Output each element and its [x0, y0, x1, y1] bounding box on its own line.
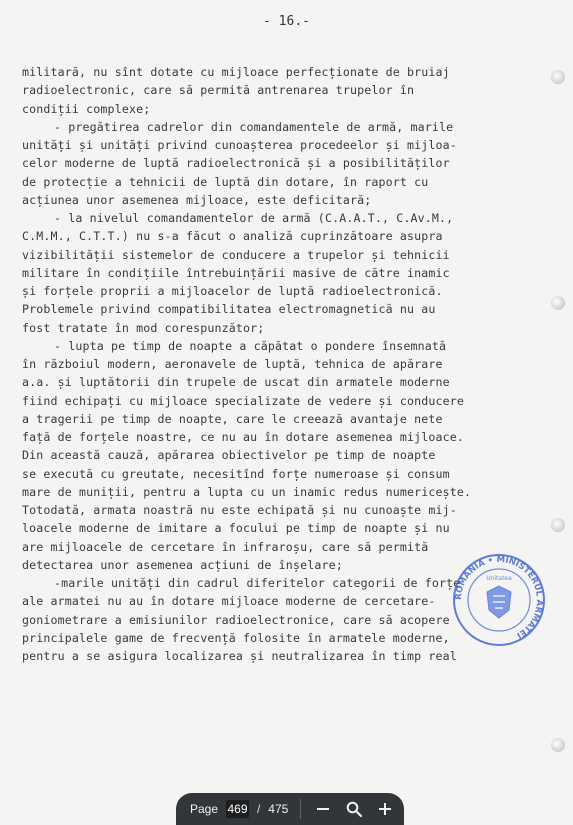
text-line: a tragerii pe timp de noapte, care le creează avantaje nete	[22, 411, 443, 426]
stamp-emblem	[487, 586, 511, 618]
text-line: de protecție a tehnicii de luptă din dotare, în raport cu	[22, 174, 429, 189]
text-line: C.M.M., C.T.T.) nu s-a făcut o analiză cuprinzătoare asupra	[22, 229, 443, 244]
text-line: mare de muniții, pentru a lupta cu un inamic redus numericește.	[22, 484, 472, 499]
magnifier-icon	[346, 801, 362, 817]
stamp-outer-text: ROMÂNIA • MINISTERUL ARMATEI	[453, 554, 545, 641]
text-line: vizibilității sistemelor de conducere a trupelor și tehnicii	[22, 247, 450, 262]
text-line: militare în condițiile întrebuințării masive de către inamic	[22, 265, 450, 280]
text-line: - pregătirea cadrelor din comandamentele de armă, marile	[54, 119, 454, 134]
punch-hole	[551, 70, 565, 84]
punch-hole	[551, 296, 565, 310]
total-pages: 475	[268, 802, 289, 816]
page-number: - 16.-	[263, 14, 310, 29]
text-line: loacele moderne de imitare a focului pe timp de noapte și nu	[22, 521, 450, 536]
text-line: în războiul modern, aeronavele de luptă, tehnica de apărare	[22, 357, 443, 371]
pdf-toolbar	[176, 793, 404, 825]
text-line: principalele game de frecvență folosite în armatele moderne,	[22, 630, 450, 645]
text-line: militară, nu sînt dotate cu mijloace perfecționate de bruiaj	[22, 65, 450, 79]
text-line: fiind echipați cu mijloace specializate de vedere și conducere	[22, 393, 465, 408]
page-label: Page	[190, 802, 219, 816]
text-line: - la nivelul comandamentelor de armă (C.A.A.T., C.Av.M.,	[54, 211, 454, 225]
text-line: față de forțele noastre, ce nu au în dotare asemenea mijloace.	[22, 430, 465, 444]
text-line: ale armatei nu au în dotare mijloace moderne de cercetare-	[22, 594, 436, 609]
punch-hole	[551, 518, 565, 532]
text-line: -marile unități din cadrul diferitelor categorii de forțe	[54, 576, 461, 590]
text-line: a.a. și luptătorii din trupele de uscat din armatele moderne	[22, 375, 450, 390]
plus-icon	[378, 802, 392, 816]
text-line: detectarea unor asemenea acțiuni de înșelare;	[22, 557, 343, 572]
zoom-in-button[interactable]	[373, 796, 396, 822]
text-line: Din această cauză, apărarea obiectivelor pe timp de noapte	[22, 448, 436, 463]
official-stamp	[451, 552, 547, 648]
text-line: unități și unități privind cunoașterea procedeelor și mijloa-	[22, 138, 457, 152]
text-line: și forțele proprii a mijloacelor de luptă radioelectronică.	[22, 284, 443, 298]
zoom-button[interactable]	[342, 796, 365, 822]
text-line: fost tratate în mod corespunzător;	[22, 320, 265, 335]
text-line: are mijloacele de cercetare în infraroșu, care să permită	[22, 539, 429, 554]
punch-hole	[551, 738, 565, 752]
text-line: radioelectronic, care să permită antrenarea trupelor în	[22, 83, 415, 98]
text-line: goniometrare a emisiunilor radioelectronice, care să acopere	[22, 612, 450, 627]
current-page-input[interactable]: 469	[227, 802, 248, 816]
stamp-inner-text: Unitatea	[486, 575, 512, 582]
text-line: condiții complexe;	[22, 101, 151, 116]
text-line: - lupta pe timp de noapte a căpătat o pondere însemnată	[54, 338, 447, 353]
text-line: acțiunea unor asemenea mijloace, este deficitară;	[22, 192, 372, 207]
text-line: pentru a se asigura localizarea și neutralizarea în timp real	[22, 649, 457, 663]
text-line: celor moderne de luptă radioelectronică și a posibilităților	[22, 156, 450, 171]
text-line: Problemele privind compatibilitatea electromagnetică nu au	[22, 302, 436, 317]
toolbar-divider	[300, 799, 301, 819]
text-line: Totodată, armata noastră nu este echipată și nu cunoaște mij-	[22, 503, 457, 517]
minus-icon	[316, 802, 330, 816]
zoom-out-button[interactable]	[311, 796, 334, 822]
page-separator: /	[256, 802, 261, 816]
text-line: se execută cu greutate, necesitînd forțe numeroase și consum	[22, 466, 450, 481]
